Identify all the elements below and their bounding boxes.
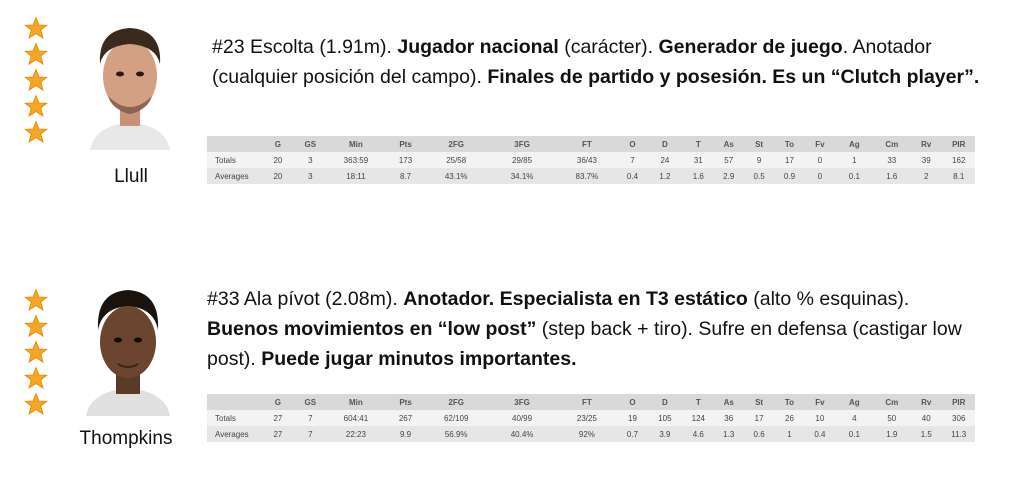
stats-column-header	[207, 136, 260, 152]
stats-column-header: 2FG	[448, 139, 464, 149]
stats-row	[207, 426, 975, 442]
stats-column-header: 2FG	[448, 397, 464, 407]
description-text: (alto % esquinas).	[747, 288, 910, 310]
star-icon	[24, 314, 48, 338]
stats-column-header: Min	[349, 397, 363, 407]
stats-row	[207, 152, 975, 168]
stats-column-header: St	[755, 139, 764, 149]
stats-cell: 62/109	[443, 413, 469, 423]
stats-cell: 20	[273, 155, 283, 165]
stats-column-header: Fv	[815, 397, 825, 407]
star-icon	[24, 68, 48, 92]
stats-row-label: Averages	[215, 171, 249, 181]
stats-cell: 43.1%	[444, 171, 468, 181]
stats-cell: 4.6	[692, 429, 704, 439]
stats-column-header: G	[274, 397, 282, 407]
player-card-thompkins	[0, 270, 1024, 502]
stats-cell: 23/25	[576, 413, 597, 423]
stats-cell: 1	[852, 155, 857, 165]
star-icon	[24, 340, 48, 364]
player-card-llull	[0, 0, 1024, 200]
stats-column-header: St	[755, 397, 764, 407]
stats-cell: 4	[852, 413, 857, 423]
star-icon	[24, 120, 48, 144]
stats-cell: 7	[308, 413, 313, 423]
stats-column-header: Rv	[921, 397, 932, 407]
stats-cell: 0.5	[753, 171, 765, 181]
stats-cell: 17	[754, 413, 764, 423]
stats-column-header: D	[662, 139, 668, 149]
stats-cell: 56.9%	[444, 429, 468, 439]
stats-column-header: O	[629, 397, 636, 407]
stats-cell: 1.6	[886, 171, 898, 181]
stats-column-header: As	[723, 139, 734, 149]
stats-cell: 34.1%	[510, 171, 534, 181]
stats-column-header: Pts	[399, 139, 412, 149]
stats-cell: 26	[785, 413, 794, 423]
stats-cell: 1.5	[920, 429, 932, 439]
stats-column-header: As	[723, 397, 734, 407]
stats-column-header: Ag	[848, 139, 860, 149]
stats-cell: 0.9	[783, 171, 796, 181]
stats-cell: 40	[921, 413, 931, 423]
stats-cell: 0.4	[814, 429, 826, 439]
stats-cell: 27	[273, 413, 283, 423]
stats-cell: 3	[308, 171, 313, 181]
stats-cell: 0.6	[753, 429, 765, 439]
description-highlight: Puede jugar minutos importantes.	[261, 348, 577, 370]
stats-cell: 363:59	[343, 155, 369, 165]
stats-column-header: PIR	[952, 397, 966, 407]
description-highlight: Finales de partido y posesión. Es un “Clutch player”.	[487, 66, 980, 88]
stats-cell: 9.9	[399, 429, 412, 439]
description-text: (carácter).	[558, 36, 659, 58]
stats-cell: 0.1	[848, 171, 860, 181]
stats-cell: 267	[398, 413, 413, 423]
stats-cell: 57	[724, 155, 734, 165]
stats-column-header: Rv	[921, 139, 932, 149]
stats-column-header: GS	[304, 139, 317, 149]
stats-column-header: 3FG	[514, 139, 530, 149]
stats-cell: 0	[817, 171, 823, 181]
stats-row	[207, 410, 975, 426]
stats-cell: 1.2	[659, 171, 671, 181]
stats-cell: 29/85	[512, 155, 533, 165]
stats-cell: 36	[724, 413, 734, 423]
stats-cell: 50	[887, 413, 897, 423]
player-description	[212, 32, 992, 92]
description-highlight: Buenos movimientos en “low post”	[207, 318, 537, 340]
stats-cell: 0	[817, 155, 823, 165]
stats-row-label: Averages	[215, 429, 249, 439]
description-highlight: Anotador. Especialista en T3 estático	[403, 288, 748, 310]
stats-cell: 0.4	[626, 171, 639, 181]
stats-cell: 18:11	[346, 171, 366, 181]
star-icon	[24, 94, 48, 118]
stats-cell: 40.4%	[510, 429, 534, 439]
stats-cell: 83.7%	[575, 171, 599, 181]
stats-column-header: Cm	[885, 139, 899, 149]
stats-cell: 11.3	[951, 429, 967, 439]
stats-cell: 1.9	[886, 429, 898, 439]
stats-cell: 7	[630, 155, 635, 165]
stats-row	[207, 168, 975, 184]
star-icon	[24, 392, 48, 416]
stats-cell: 124	[691, 413, 705, 423]
stats-cell: 33	[887, 155, 897, 165]
stats-column-header: 3FG	[514, 397, 530, 407]
stats-header-row	[207, 394, 975, 410]
description-text: (step back + tiro). Sufre en defensa (castigar low post).	[207, 318, 962, 370]
stats-cell: 10	[815, 413, 825, 423]
stats-column-header: Ag	[848, 397, 860, 407]
star-icon	[24, 42, 48, 66]
stats-column-header: T	[695, 139, 701, 149]
rating-stars	[24, 16, 48, 144]
stats-table	[207, 136, 975, 184]
player-description	[207, 284, 967, 374]
rating-stars	[24, 288, 48, 416]
description-text: #33 Ala pívot (2.08m).	[207, 288, 404, 310]
stats-cell: 3.9	[659, 429, 671, 439]
stats-column-header: To	[784, 139, 795, 149]
stats-column-header	[207, 394, 260, 410]
stats-column-header: Min	[349, 139, 363, 149]
stats-column-header: G	[274, 139, 282, 149]
stats-cell: 7	[308, 429, 313, 439]
stats-row-label: Totals	[215, 413, 236, 423]
stats-cell: 3	[308, 155, 313, 165]
stats-cell: 31	[693, 155, 703, 165]
star-icon	[24, 366, 48, 390]
stats-cell: 1	[787, 429, 792, 439]
stats-header-row	[207, 136, 975, 152]
stats-cell: 2	[924, 171, 929, 181]
stats-column-header: To	[784, 397, 795, 407]
stats-column-header: T	[695, 397, 701, 407]
stats-cell: 9	[756, 155, 762, 165]
stats-cell: 1.6	[692, 171, 704, 181]
stats-cell: 27	[273, 429, 283, 439]
stats-cell: 17	[785, 155, 794, 165]
stats-cell: 306	[952, 413, 966, 423]
stats-cell: 8.1	[953, 171, 965, 181]
stats-cell: 24	[660, 155, 670, 165]
stats-cell: 2.9	[723, 171, 735, 181]
stats-cell: 0.7	[626, 429, 639, 439]
stats-column-header: PIR	[952, 139, 966, 149]
player-name: Thompkins	[79, 428, 173, 449]
stats-cell: 39	[921, 155, 931, 165]
stats-cell: 25/58	[446, 155, 467, 165]
stats-cell: 20	[273, 171, 283, 181]
stats-cell: 105	[658, 413, 672, 423]
stats-table	[207, 394, 975, 442]
stats-column-header: GS	[304, 397, 317, 407]
stats-cell: 604:41	[343, 413, 369, 423]
stats-row-label: Totals	[215, 155, 236, 165]
stats-column-header: FT	[582, 139, 592, 149]
description-highlight: Generador de juego	[658, 36, 843, 58]
player-photo	[80, 280, 176, 416]
stats-cell: 92%	[578, 429, 595, 439]
stats-cell: 173	[398, 155, 413, 165]
description-highlight: Jugador nacional	[397, 36, 559, 58]
stats-cell: 36/43	[576, 155, 597, 165]
stats-cell: 19	[628, 413, 637, 423]
stats-column-header: O	[629, 139, 636, 149]
player-photo	[82, 14, 178, 150]
stats-cell: 40/99	[512, 413, 533, 423]
stats-cell: 22:23	[345, 429, 366, 439]
stats-cell: 1.3	[723, 429, 735, 439]
stats-column-header: D	[662, 397, 668, 407]
stats-cell: 0.1	[848, 429, 860, 439]
star-icon	[24, 16, 48, 40]
description-text: #23 Escolta (1.91m).	[212, 36, 398, 58]
stats-column-header: Cm	[885, 397, 899, 407]
stats-column-header: Fv	[815, 139, 825, 149]
stats-cell: 8.7	[399, 171, 412, 181]
stats-cell: 162	[952, 155, 966, 165]
stats-column-header: FT	[582, 397, 592, 407]
stats-column-header: Pts	[399, 397, 412, 407]
player-name: Llull	[114, 166, 148, 187]
description-text: . Anotador (cualquier posición del campo).	[212, 36, 932, 88]
star-icon	[24, 288, 48, 312]
